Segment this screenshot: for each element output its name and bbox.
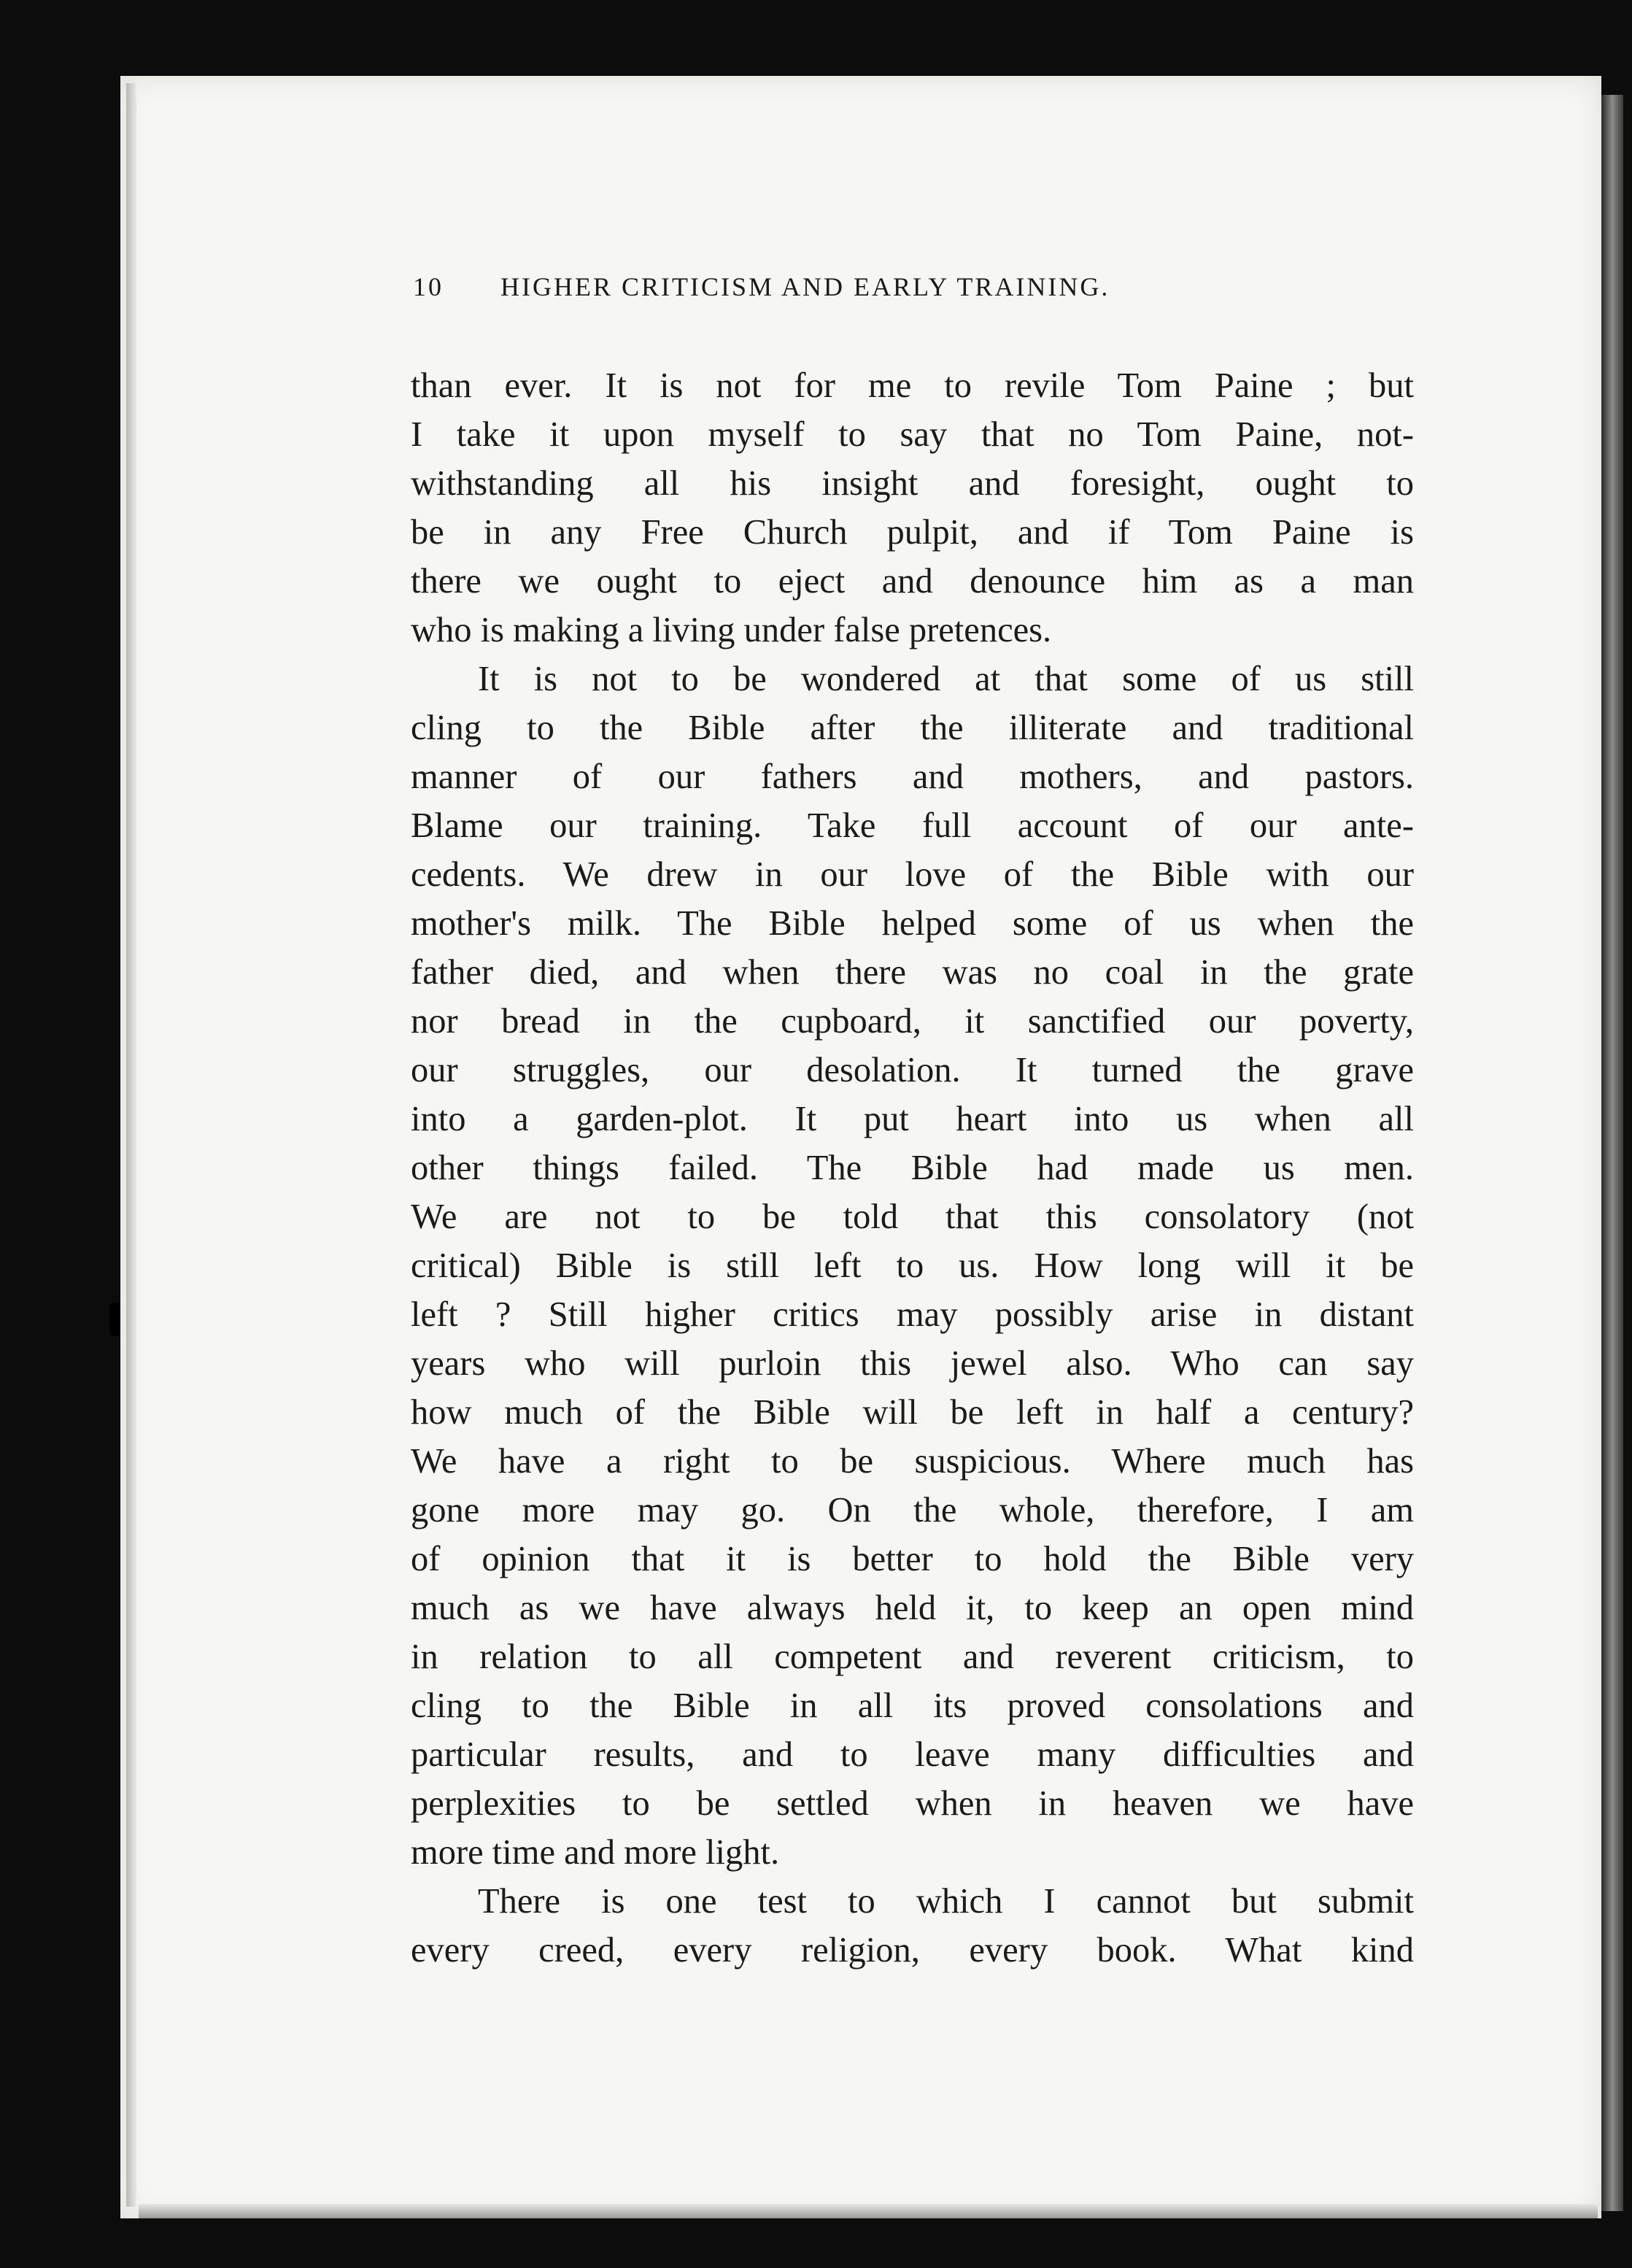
text-line: of opinion that it is better to hold the Bible very [411, 1540, 1414, 1578]
facing-page-edge [1601, 95, 1623, 2211]
text-line: perplexities to be settled when in heaven we have [411, 1784, 1414, 1823]
text-line: left ? Still higher critics may possibly arise in distant [411, 1295, 1414, 1334]
text-line: critical) Bible is still left to us. How long will it be [411, 1246, 1414, 1285]
running-title: HIGHER CRITICISM AND EARLY TRAINING. [500, 272, 1110, 301]
text-line: there we ought to eject and denounce him as a man [411, 562, 1414, 601]
text-line: cling to the Bible in all its proved consolations and [411, 1686, 1414, 1725]
text-line: gone more may go. On the whole, therefore, I am [411, 1491, 1414, 1530]
text-line: It is not to be wondered at that some of us still [478, 660, 1414, 698]
page-number: 10 [413, 272, 444, 301]
text-line: who is making a living under false pretences. [411, 611, 1052, 649]
text-line: cedents. We drew in our love of the Bible with our [411, 855, 1414, 894]
text-line: Blame our training. Take full account of our ante- [411, 806, 1414, 845]
text-line: nor bread in the cupboard, it sanctified our poverty, [411, 1002, 1414, 1041]
text-line: manner of our fathers and mothers, and pastors. [411, 757, 1414, 796]
text-line: years who will purloin this jewel also. Who can say [411, 1344, 1414, 1383]
text-line: into a garden-plot. It put heart into us when all [411, 1100, 1414, 1138]
text-line: We are not to be told that this consolatory (not [411, 1197, 1414, 1236]
text-line: particular results, and to leave many difficulties and [411, 1735, 1414, 1774]
text-line: cling to the Bible after the illiterate and traditional [411, 709, 1414, 747]
text-line: every creed, every religion, every book. What kind [411, 1931, 1414, 1970]
text-line: our struggles, our desolation. It turned the grave [411, 1051, 1414, 1089]
text-line: how much of the Bible will be left in half a century? [411, 1393, 1414, 1432]
page-edge-left [126, 83, 136, 2207]
text-line: There is one test to which I cannot but submit [478, 1882, 1414, 1921]
text-line: father died, and when there was no coal in the grate [411, 953, 1414, 992]
text-line: I take it upon myself to say that no Tom Paine, not- [411, 415, 1414, 454]
text-line: other things failed. The Bible had made us men. [411, 1149, 1414, 1187]
text-line: be in any Free Church pulpit, and if Tom Paine is [411, 513, 1414, 552]
text-line: withstanding all his insight and foresight, ought to [411, 464, 1414, 503]
page-edge-bottom [139, 2204, 1598, 2218]
text-line: mother's milk. The Bible helped some of us when the [411, 904, 1414, 943]
running-head [413, 271, 1318, 302]
text-line: in relation to all competent and reverent criticism, to [411, 1638, 1414, 1676]
text-line: much as we have always held it, to keep an open mind [411, 1589, 1414, 1627]
text-line: than ever. It is not for me to revile Tom Paine ; but [411, 366, 1414, 405]
text-line: more time and more light. [411, 1833, 780, 1872]
text-line: We have a right to be suspicious. Where much has [411, 1442, 1414, 1481]
body-text [411, 361, 1414, 1975]
